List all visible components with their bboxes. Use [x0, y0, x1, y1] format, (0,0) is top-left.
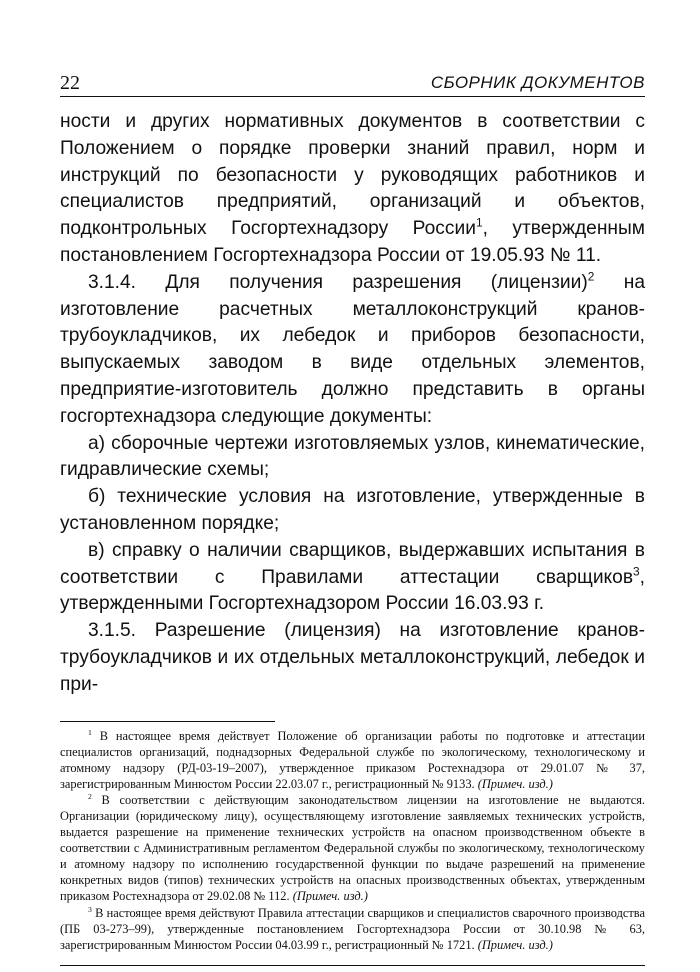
footnote-ref-2: 2 — [587, 269, 595, 284]
footnote-ref-1: 1 — [475, 215, 483, 230]
running-title: СБОРНИК ДОКУМЕНТОВ — [430, 73, 645, 92]
footnotes — [60, 728, 645, 953]
bottom-divider — [60, 965, 645, 966]
main-text — [60, 109, 645, 699]
list-item-v: в) справку о наличии сварщиков, выдержавших испытания в соответствии с Правилами аттестации сварщиков$^3$, утвержденными Госгортехнадзором России 16.03.93 г. — [60, 539, 645, 615]
list-item-b: б) технические условия на изготовление, утвержденные в установленном порядке; — [60, 486, 645, 534]
page-number: 22 — [60, 72, 80, 94]
footnote-divider — [60, 721, 275, 722]
list-item-a: а) сборочные чертежи изготовляемых узлов, кинематические, гидравлические схемы; — [60, 432, 645, 481]
page-header — [60, 70, 645, 97]
footnote-1: $^1$ В настоящее время действует Положение об организации работы по подготовке и аттестации специалистов организаций, поднадзорных Федеральной службе по экологическому, технологическому и атомному надзору (РД-03-19–2007), утвержденное приказом Ростехнадзора от 29.01.07 № 37, зарегистрированным Минюстом России 22.03.07 г., регистрационный № 9133. (Примеч. изд.) — [60, 727, 645, 791]
footnote-3: $^3$ В настоящее время действуют Правила аттестации сварщиков и специалистов сварочного производства (ПБ 03-273–99), утвержденные постановлением Госгортехнадзора России от 30.10.98 № 63, зарегистрированным Минюстом России 04.03.99 г., регистрационный № 1721. (Примеч. изд.) — [60, 904, 645, 952]
paragraph-continuation: ности и других нормативных документов в соответствии с Положением о порядке проверки знаний правил, норм и инструкций по безопасности у руководящих работников и специалистов предприятий, организаций и объектов, подконтрольных Госгортехнадзору России$^1$, утвержденным постановлением Госгортехнадзора России от 19.05.93 № 11. — [60, 111, 645, 266]
document-page — [60, 70, 645, 966]
footnote-ref-3: 3 — [633, 564, 640, 579]
paragraph-3-1-4: 3.1.4. Для получения разрешения (лицензии)$^2$ на изготовление расчетных металлоконструкций кранов-трубоукладчиков, их лебедок и приборов безопасности, выпускаемых заводом в виде отдельных элементов, предприятие-изготовитель должно представить в органы госгортехнадзора следующие документы: — [60, 269, 645, 427]
footnote-2: $^2$ В соответствии с действующим законодательством лицензии на изготовление не выдаются. Организации (юридическому лицу), осуществляющему изготовление заявляемых технических устройств, выдается разрешение на применение технических устройств на опасном производственном объекте в соответствии с Административным регламентом Федеральной службы по экологическому, технологическому и атомному надзору по исполнению государственной функции по выдаче разрешений на применение конкретных видов (типов) технических устройств на опасных производственных объектах, утвержденным приказом Ростехнадзора от 29.02.08 № 112. (Примеч. изд.) — [60, 791, 645, 904]
paragraph-3-1-5: 3.1.5. Разрешение (лицензия) на изготовление кранов-трубоукладчиков и их отдельных металлоконструкций, лебедок и при- — [60, 620, 645, 695]
